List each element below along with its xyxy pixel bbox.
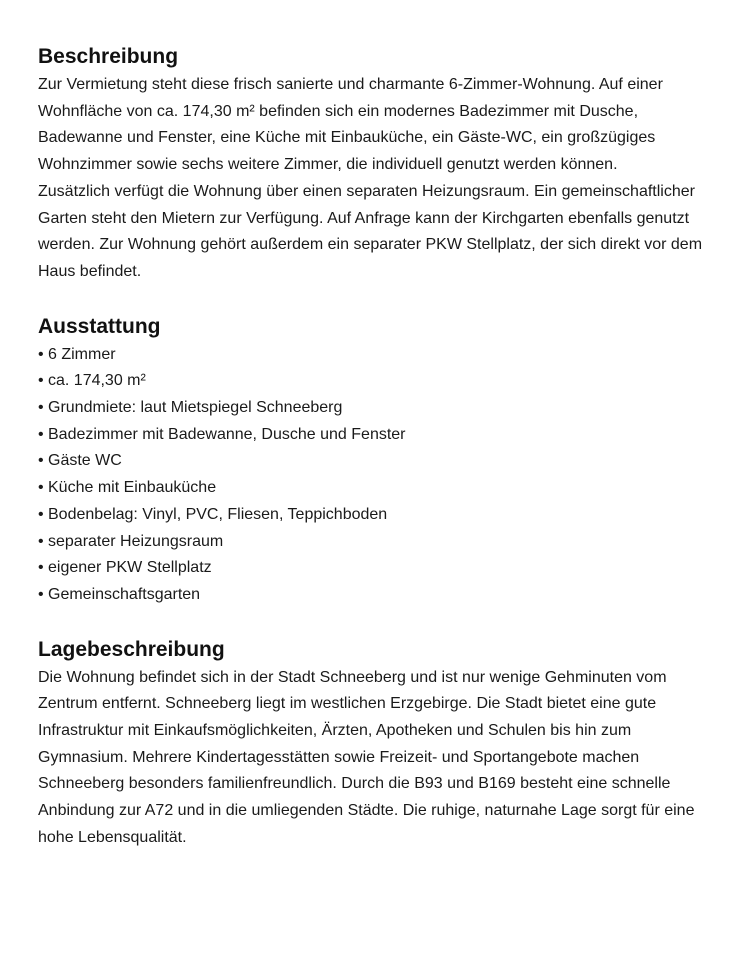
bullet-icon: • (38, 399, 44, 417)
bullet-icon: • (38, 372, 44, 390)
bullet-icon: • (38, 585, 44, 603)
list-item (38, 422, 705, 449)
feature-text: ca. 174,30 m² (48, 372, 146, 390)
feature-text: Badezimmer mit Badewanne, Dusche und Fenster (48, 425, 406, 443)
feature-text: separater Heizungsraum (48, 532, 224, 550)
features-heading: Ausstattung (38, 314, 161, 338)
feature-text: Gemeinschaftsgarten (48, 585, 201, 603)
bullet-icon: • (38, 345, 44, 363)
list-item (38, 555, 705, 582)
description-paragraph-1: Zur Vermietung steht diese frisch sanierte und charmante 6-Zimmer-Wohnung. Auf einer Wohnfläche von ca. 174,30 m² befinden sich ein modernes Badezimmer mit Dusche, Badewanne und Fenster, eine Küche mit Einbauküche, ein Gäste-WC, ein großzügiges Wohnzimmer sowie sechs weitere Zimmer, die individuell genutzt werden können. (38, 76, 663, 174)
bullet-icon: • (38, 532, 44, 550)
features-list (38, 342, 705, 609)
list-item (38, 529, 705, 556)
list-item (38, 502, 705, 529)
feature-text: Gäste WC (48, 452, 122, 470)
bullet-icon: • (38, 505, 44, 523)
features-section (38, 312, 705, 609)
location-heading: Lagebeschreibung (38, 637, 225, 661)
feature-text: Grundmiete: laut Mietspiegel Schneeberg (48, 399, 343, 417)
list-item (38, 475, 705, 502)
list-item (38, 582, 705, 609)
feature-text: 6 Zimmer (48, 345, 116, 363)
location-paragraph: Die Wohnung befindet sich in der Stadt Schneeberg und ist nur wenige Gehminuten vom Zentrum entfernt. Schneeberg liegt im westlichen Erzgebirge. Die Stadt bietet eine gute Infrastruktur mit Einkaufsmöglichkeiten, Ärzten, Apotheken und Schulen bis hin zum Gymnasium. Mehrere Kindertagesstätten sowie Freizeit- und Sportangebote machen Schneeberg besonders familienfreundlich. Durch die B93 und B169 besteht eine schnelle Anbindung zur A72 und in die umliegenden Städte. Die ruhige, naturnahe Lage sorgt für eine hohe Lebensqualität. (38, 668, 695, 846)
bullet-icon: • (38, 425, 44, 443)
description-heading: Beschreibung (38, 45, 179, 68)
description-section (38, 42, 705, 286)
location-section (38, 635, 705, 852)
feature-text: Bodenbelag: Vinyl, PVC, Fliesen, Teppichboden (48, 505, 388, 523)
feature-text: eigener PKW Stellplatz (48, 559, 212, 577)
list-item (38, 448, 705, 475)
list-item (38, 395, 705, 422)
bullet-icon: • (38, 559, 44, 577)
list-item (38, 368, 705, 395)
bullet-icon: • (38, 479, 44, 497)
description-paragraph-2: Zusätzlich verfügt die Wohnung über einen separaten Heizungsraum. Ein gemeinschaftlicher Garten steht den Mietern zur Verfügung. Auf Anfrage kann der Kirchgarten ebenfalls genutzt werden. Zur Wohnung gehört außerdem ein separater PKW Stellplatz, der sich direkt vor dem Haus befindet. (38, 182, 703, 280)
list-item (38, 342, 705, 369)
feature-text: Küche mit Einbauküche (48, 479, 217, 497)
bullet-icon: • (38, 452, 44, 470)
